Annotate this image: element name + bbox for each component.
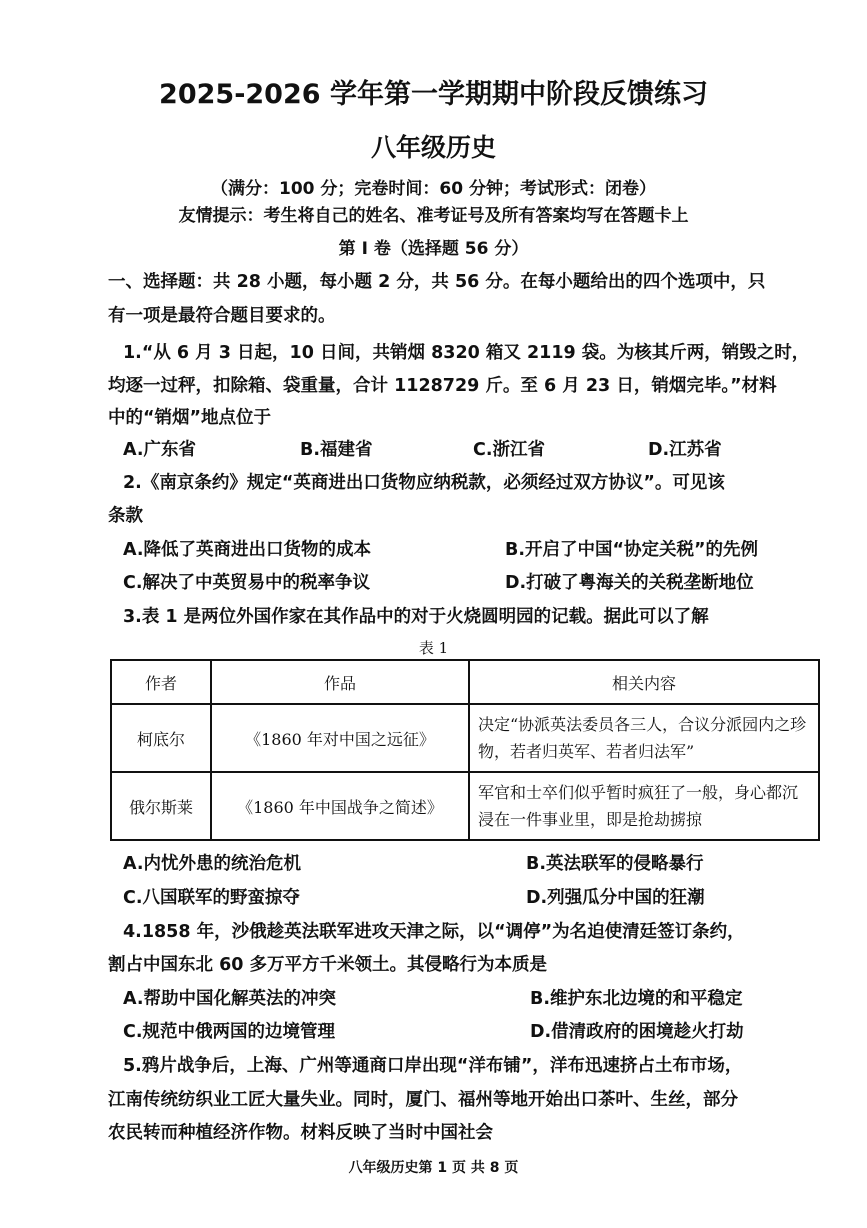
table-row [111,772,819,840]
q4-option-c: C.规范中俄两国的边境管理 [123,1022,335,1042]
q5-line-2: 江南传统纺织业工匠大量失业。同时，厦门、福州等地开始出口茶叶、生丝，部分 [108,1090,738,1110]
q1-line-1: 1.“从 6 月 3 日起，10 日间，共销烟 8320 箱又 2119 袋。为核其斤两，销毁之时， [123,343,810,363]
q2-line-2: 条款 [108,506,143,526]
table-caption: 表 1 [418,639,449,657]
table-header-content: 相关内容 [469,660,819,704]
q4-line-2: 割占中国东北 60 多万平方千米领土。其侵略行为本质是 [108,955,548,975]
exam-tip: 友情提示：考生将自己的姓名、准考证号及所有答案均写在答题卡上 [178,206,689,226]
q3-option-c: C.八国联军的野蛮掠夺 [123,888,300,908]
q4-option-d: D.借清政府的困境趁火打劫 [530,1022,744,1042]
table-cell-work: 《1860 年中国战争之简述》 [211,772,469,840]
table-row [111,704,819,772]
q1-option-a: A.广东省 [123,440,197,460]
page-footer: 八年级历史第 1 页 共 8 页 [348,1160,519,1176]
q1-option-c: C.浙江省 [473,440,545,460]
table-cell-content: 决定“协派英法委员各三人，合议分派园内之珍物，若者归英军、若者归法军” [469,704,819,772]
records-table [110,659,820,841]
table-header-author: 作者 [111,660,211,704]
table-cell-author: 俄尔斯莱 [111,772,211,840]
q3-line-1: 3.表 1 是两位外国作家在其作品中的对于火烧圆明园的记载。据此可以了解 [123,607,709,627]
section-heading: 第 Ⅰ 卷（选择题 56 分） [338,239,529,259]
q1-option-d: D.江苏省 [648,440,722,460]
q2-line-1: 2.《南京条约》规定“英商进出口货物应纳税款，必须经过双方协议”。可见该 [123,473,725,493]
q2-option-b: B.开启了中国“协定关税”的先例 [505,540,758,560]
q1-line-3: 中的“销烟”地点位于 [108,408,272,428]
q3-option-b: B.英法联军的侵略暴行 [526,854,704,874]
q5-line-1: 5.鸦片战争后，上海、广州等通商口岸出现“洋布铺”，洋布迅速挤占土布市场， [123,1056,743,1076]
q2-option-c: C.解决了中英贸易中的税率争议 [123,573,370,593]
q2-option-a: A.降低了英商进出口货物的成本 [123,540,372,560]
table-cell-work: 《1860 年对中国之远征》 [211,704,469,772]
q2-option-d: D.打破了粤海关的关税垄断地位 [505,573,754,593]
exam-subject: 八年级历史 [370,133,496,162]
exam-title: 2025-2026 学年第一学期期中阶段反馈练习 [159,79,708,110]
table-cell-content: 军官和士卒们似乎暂时疯狂了一般，身心都沉浸在一件事业里，即是抢劫掳掠 [469,772,819,840]
exam-info: （满分：100 分；完卷时间：60 分钟；考试形式：闭卷） [211,179,656,199]
table-header-row [111,660,819,704]
q5-line-3: 农民转而种植经济作物。材料反映了当时中国社会 [108,1123,493,1143]
q1-option-b: B.福建省 [300,440,373,460]
q4-line-1: 4.1858 年，沙俄趁英法联军进攻天津之际，以“调停”为名迫使清廷签订条约， [123,922,745,942]
q4-option-a: A.帮助中国化解英法的冲突 [123,989,337,1009]
q4-option-b: B.维护东北边境的和平稳定 [530,989,743,1009]
q3-option-a: A.内忧外患的统治危机 [123,854,302,874]
table-cell-author: 柯底尔 [111,704,211,772]
table-header-work: 作品 [211,660,469,704]
instructions-line-1: 一、选择题：共 28 小题，每小题 2 分，共 56 分。在每小题给出的四个选项中，只 [108,272,766,292]
q3-option-d: D.列强瓜分中国的狂潮 [526,888,705,908]
instructions-line-2: 有一项是最符合题目要求的。 [108,306,336,326]
q1-line-2: 均逐一过秤，扣除箱、袋重量，合计 1128729 斤。至 6 月 23 日，销烟完毕。”材料 [108,376,777,396]
